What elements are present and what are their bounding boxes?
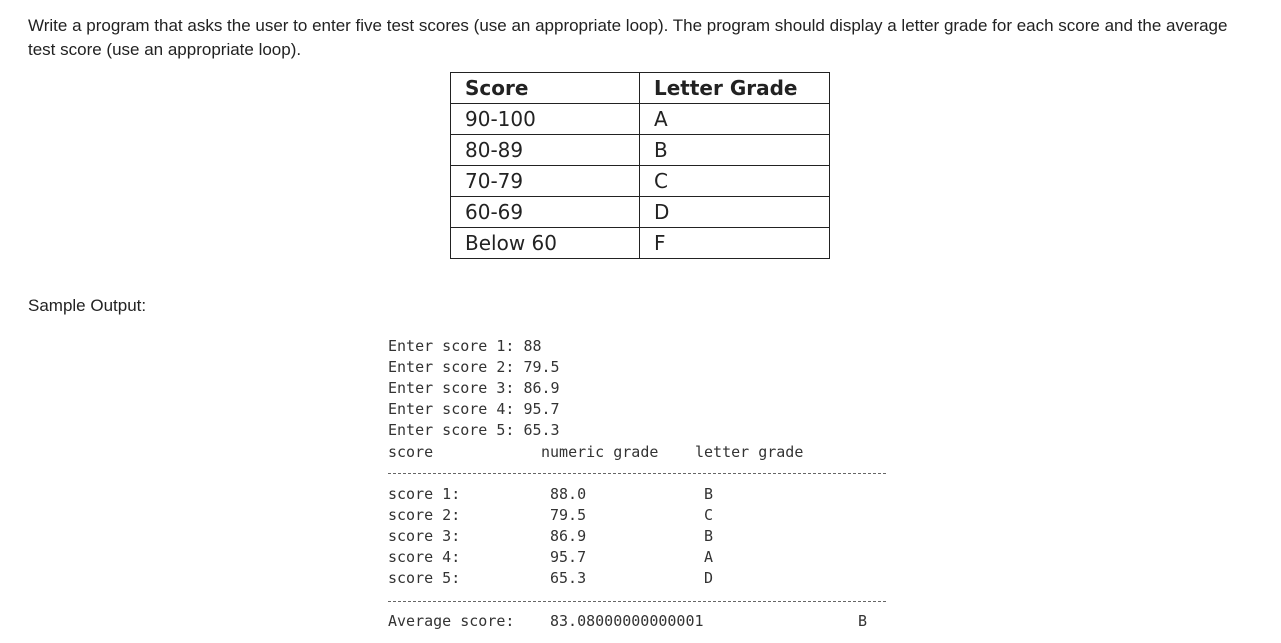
letter-grade: B	[640, 135, 830, 166]
score-range: 70-79	[451, 166, 640, 197]
header-letter-grade: Letter Grade	[640, 73, 830, 104]
input-line: Enter score 3: 86.9	[388, 379, 560, 397]
result-label: score 1:	[388, 485, 461, 503]
result-label: score 4:	[388, 548, 461, 566]
letter-grade: A	[640, 104, 830, 135]
result-label: score 2:	[388, 506, 461, 524]
average-grade: B	[858, 612, 868, 630]
table-row	[451, 166, 830, 197]
result-grade: B	[704, 527, 714, 545]
input-line: Enter score 2: 79.5	[388, 358, 560, 376]
letter-grade: D	[640, 197, 830, 228]
table-row	[451, 228, 830, 259]
score-range: Below 60	[451, 228, 640, 259]
result-label: score 5:	[388, 569, 461, 587]
sample-output-label: Sample Output:	[28, 296, 147, 315]
score-range: 60-69	[451, 197, 640, 228]
result-grade: B	[704, 485, 714, 503]
table-header-row	[451, 73, 830, 104]
result-value: 86.9	[550, 527, 587, 545]
divider	[388, 473, 886, 474]
grade-scale-table	[450, 72, 830, 259]
letter-grade: C	[640, 166, 830, 197]
score-range: 80-89	[451, 135, 640, 166]
header-score: Score	[451, 73, 640, 104]
input-line: Enter score 1: 88	[388, 337, 542, 355]
header-numeric-col: numeric grade	[541, 443, 659, 461]
result-grade: D	[704, 569, 714, 587]
divider	[388, 601, 886, 602]
result-grade: C	[704, 506, 714, 524]
average-value: 83.08000000000001	[550, 612, 704, 630]
header-letter-col: letter grade	[695, 443, 804, 461]
average-label: Average score:	[388, 612, 515, 630]
result-label: score 3:	[388, 527, 461, 545]
table-row	[451, 135, 830, 166]
question-prompt: Write a program that asks the user to enter five test scores (use an appropriate loop). The program should display a letter grade for each score and the average test score (use an appropriate loop).	[28, 16, 1228, 59]
letter-grade: F	[640, 228, 830, 259]
header-score-col: score	[388, 443, 434, 461]
table-row	[451, 104, 830, 135]
table-row	[451, 197, 830, 228]
result-value: 79.5	[550, 506, 587, 524]
input-line: Enter score 4: 95.7	[388, 400, 560, 418]
score-range: 90-100	[451, 104, 640, 135]
result-value: 65.3	[550, 569, 587, 587]
result-value: 88.0	[550, 485, 587, 503]
result-value: 95.7	[550, 548, 587, 566]
result-grade: A	[704, 548, 714, 566]
input-line: Enter score 5: 65.3	[388, 421, 560, 439]
